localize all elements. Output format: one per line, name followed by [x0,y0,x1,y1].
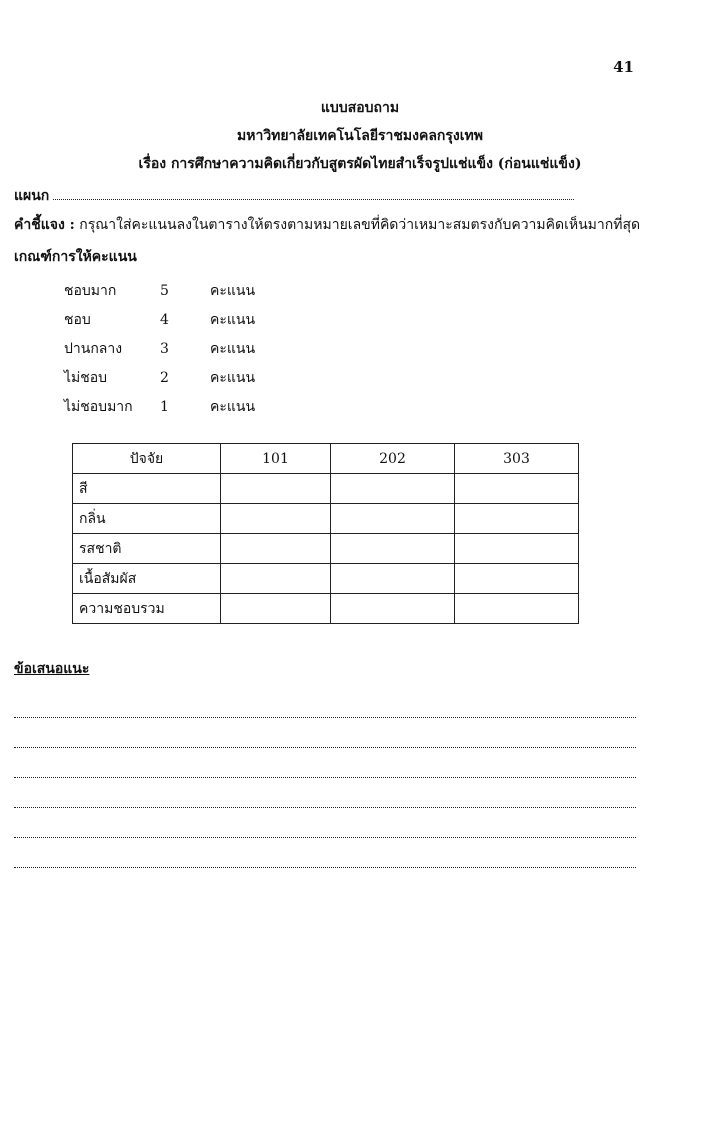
department-label: แผนก [14,188,50,204]
scale-label: ไม่ชอบมาก [64,398,133,415]
instruction-text: กรุณาใส่คะแนนลงในตารางให้ตรงตามหมายเลขที่คิดว่าเหมาะสมตรงกับความคิดเห็นมากที่สุด [79,217,641,233]
score-cell[interactable] [331,504,455,534]
score-cell[interactable] [331,564,455,594]
suggestions-heading: ข้อเสนอแนะ [14,661,90,677]
table-row [73,474,579,504]
criteria-heading: เกณฑ์การให้คะแนน [14,249,137,265]
scale-row [64,334,255,363]
scale-label: ไม่ชอบ [64,369,108,386]
page-number: 41 [613,58,634,76]
scale-label: ชอบ [64,311,91,328]
scale-row [64,392,255,421]
instruction-label: คำชี้แจง : [14,217,75,233]
title-block [0,94,720,178]
header-factor: ปัจจัย [73,444,221,474]
scale-score: 5 [160,282,169,299]
score-cell[interactable] [455,504,579,534]
factor-color: สี [73,474,221,504]
score-cell[interactable] [455,594,579,624]
table-row [73,564,579,594]
instruction [14,214,704,236]
scale-unit: คะแนน [210,340,256,357]
header-sample-101: 101 [221,444,331,474]
score-cell[interactable] [455,534,579,564]
scale-row [64,276,255,305]
suggestion-line[interactable] [14,808,636,838]
suggestion-line[interactable] [14,688,636,718]
scale-label: ชอบมาก [64,282,117,299]
factor-taste: รสชาติ [73,534,221,564]
score-cell[interactable] [221,534,331,564]
scoring-scale [64,276,255,421]
university-name: มหาวิทยาลัยเทคโนโลยีราชมงคลกรุงเทพ [237,128,483,144]
table-row [73,504,579,534]
header-sample-202: 202 [331,444,455,474]
score-cell[interactable] [331,594,455,624]
suggestion-line[interactable] [14,838,636,868]
form-title: แบบสอบถาม [320,100,400,116]
scale-score: 1 [160,398,169,415]
scale-score: 2 [160,369,169,386]
rating-table [72,443,579,624]
header-sample-303: 303 [455,444,579,474]
study-subject: เรื่อง การศึกษาความคิดเกี่ยวกับสูตรผัดไทยสำเร็จรูปแช่แข็ง (ก่อนแช่แข็ง) [138,156,582,172]
score-cell[interactable] [221,564,331,594]
scale-row [64,305,255,334]
department-field[interactable] [14,185,574,207]
factor-overall: ความชอบรวม [73,594,221,624]
score-cell[interactable] [331,474,455,504]
score-cell[interactable] [221,504,331,534]
suggestion-line[interactable] [14,718,636,748]
scale-label: ปานกลาง [64,340,123,357]
scale-unit: คะแนน [210,282,256,299]
factor-smell: กลิ่น [73,504,221,534]
factor-texture: เนื้อสัมผัส [73,564,221,594]
rating-table-header [73,444,579,474]
score-cell[interactable] [455,564,579,594]
suggestion-line[interactable] [14,748,636,778]
scale-unit: คะแนน [210,369,256,386]
scale-unit: คะแนน [210,398,256,415]
table-row [73,594,579,624]
suggestion-line[interactable] [14,778,636,808]
scale-score: 4 [160,311,169,328]
table-row [73,534,579,564]
scale-unit: คะแนน [210,311,256,328]
scale-score: 3 [160,340,169,357]
suggestions-lines [14,688,636,868]
score-cell[interactable] [331,534,455,564]
scale-row [64,363,255,392]
score-cell[interactable] [221,474,331,504]
department-fill-line[interactable] [53,187,574,200]
score-cell[interactable] [455,474,579,504]
score-cell[interactable] [221,594,331,624]
